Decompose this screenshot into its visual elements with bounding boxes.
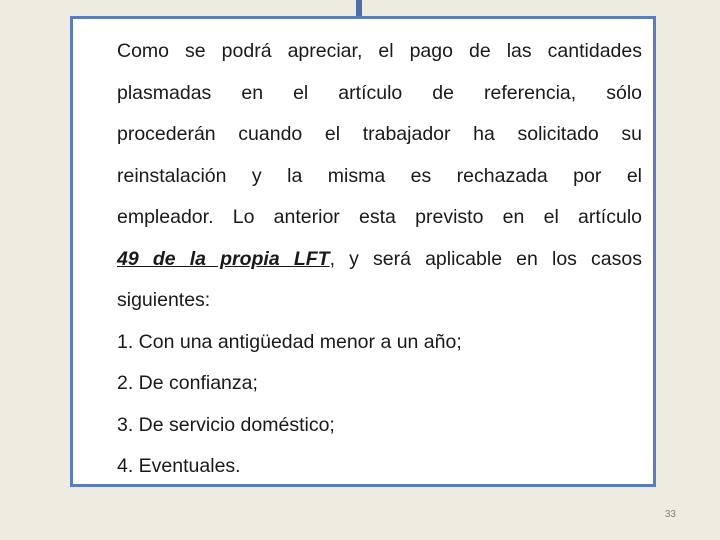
paragraph-line-7: siguientes: (117, 289, 211, 311)
paragraph-line-1: Como se podrá apreciar, el pago de las cantidades (117, 40, 642, 62)
text-body (117, 31, 642, 488)
list-item: 1. Con una antigüedad menor a un año; (117, 330, 462, 353)
law-reference: 49 de la propia LFT (117, 247, 330, 270)
page-number: 33 (664, 509, 676, 520)
paragraph-line-6-rest: , y será aplicable en los casos (329, 247, 642, 270)
list-item: 3. De servicio doméstico; (117, 413, 335, 436)
paragraph-line-2: plasmadas en el artículo de referencia, sólo (117, 81, 642, 104)
list-item: 2. De confianza; (117, 372, 258, 394)
paragraph-line-4: reinstalación y la misma es rechazada por el (117, 164, 642, 187)
paragraph-line-6 (117, 239, 642, 281)
paragraph-line-5: empleador. Lo anterior esta previsto en el artículo (117, 206, 642, 228)
content-box (70, 16, 656, 487)
paragraph-line-3: procederán cuando el trabajador ha solicitado su (117, 123, 642, 145)
list-item: 4. Eventuales. (117, 455, 241, 477)
